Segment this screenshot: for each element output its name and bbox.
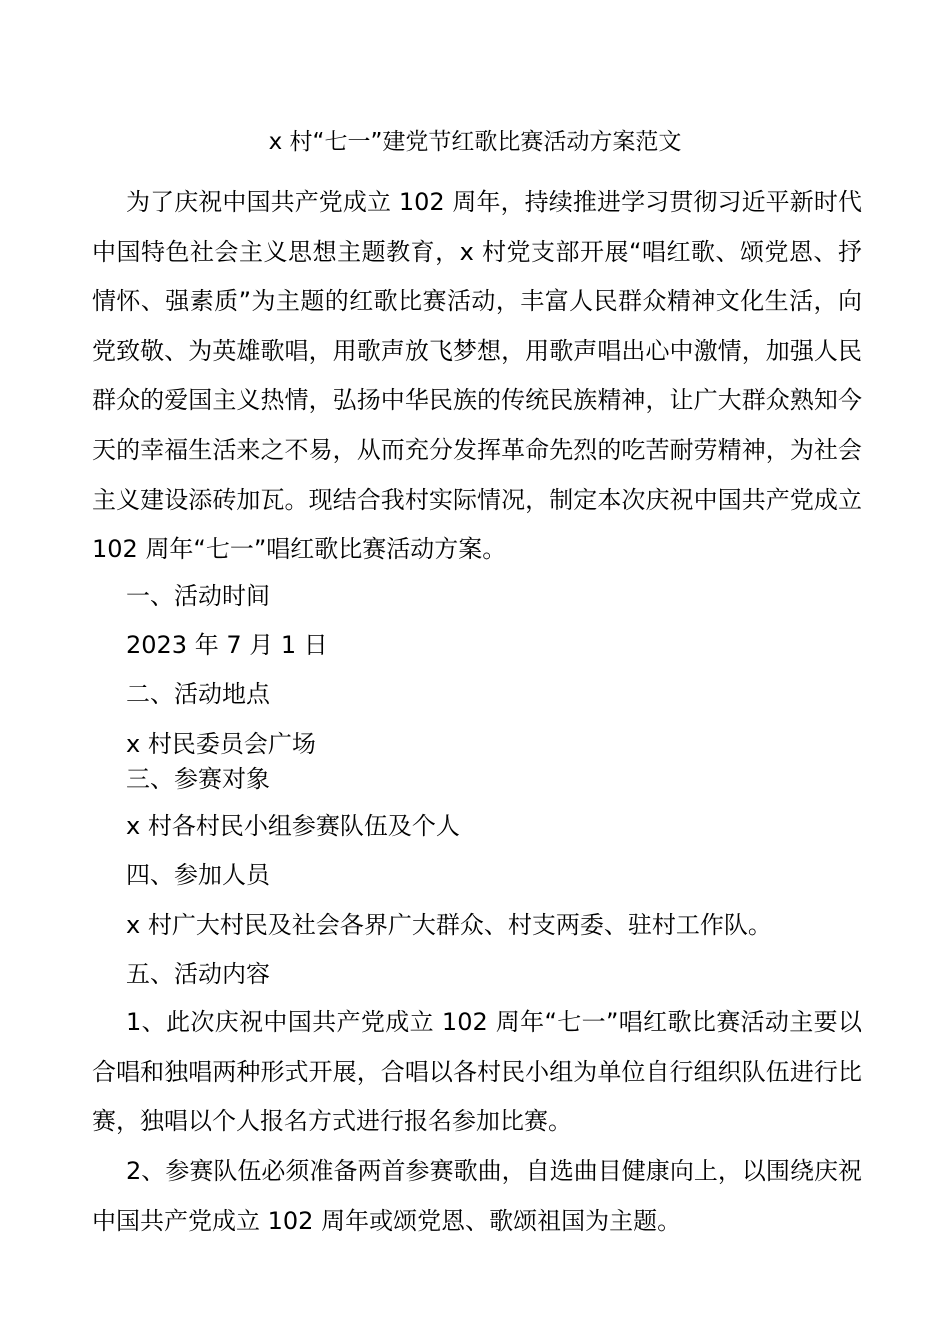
section-heading-time: 一、活动时间 xyxy=(126,582,270,610)
content-item-1: 1、此次庆祝中国共产党成立 102 周年“七一”唱红歌比赛活动主要以合唱和独唱两种形式开展，合唱以各村民小组为单位自行组织队伍进行比赛，独唱以个人报名方式进行报名参加比赛。 xyxy=(92,1008,862,1136)
section-content-time: 2023 年 7 月 1 日 xyxy=(126,631,328,659)
document-title: x 村“七一”建党节红歌比赛活动方案范文 xyxy=(268,129,682,155)
intro-paragraph: 为了庆祝中国共产党成立 102 周年，持续推进学习贯彻习近平新时代中国特色社会主义思想主题教育，x 村党支部开展“唱红歌、颂党恩、抒情怀、强素质”为主题的红歌比赛活动，丰富人民群众精神文化生活，向党致敬、为英雄歌唱，用歌声放飞梦想，用歌声唱出心中激情，加强人民群众的爱国主义热情，弘扬中华民族的传统民族精神，让广大群众熟知今天的幸福生活来之不易，从而充分发挥革命先烈的吃苦耐劳精神，为社会主义建设添砖加瓦。现结合我村实际情况，制定本次庆祝中国共产党成立 102 周年“七一”唱红歌比赛活动方案。 xyxy=(92,188,862,564)
section-heading-participants: 三、参赛对象 xyxy=(126,765,270,793)
section-heading-location: 二、活动地点 xyxy=(126,680,270,708)
section-content-participants: x 村各村民小组参赛队伍及个人 xyxy=(126,812,460,840)
content-item-2: 2、参赛队伍必须准备两首参赛歌曲，自选曲目健康向上，以围绕庆祝中国共产党成立 102 周年或颂党恩、歌颂祖国为主题。 xyxy=(92,1157,862,1235)
section-heading-content: 五、活动内容 xyxy=(126,960,270,988)
section-content-attendees: x 村广大村民及社会各界广大群众、村支两委、驻村工作队。 xyxy=(126,911,772,939)
section-content-location: x 村民委员会广场 xyxy=(126,730,316,758)
section-heading-attendees: 四、参加人员 xyxy=(126,861,270,889)
